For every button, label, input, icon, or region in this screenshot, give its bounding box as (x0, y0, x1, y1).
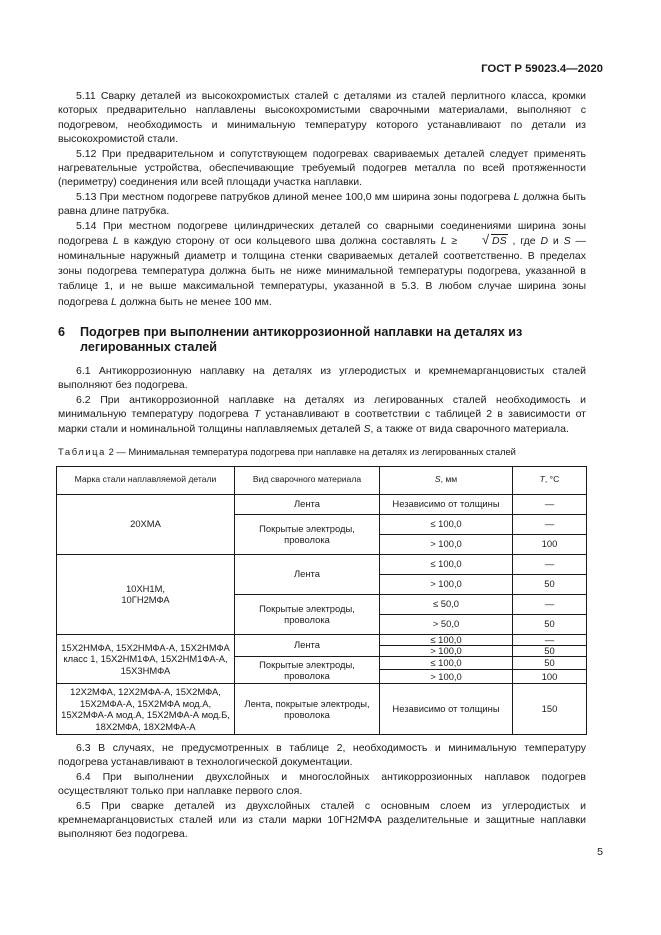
thickness-cell: ≤ 100,0 (380, 634, 513, 645)
text: должна быть не менее 100 мм. (116, 295, 272, 308)
var-T: T (539, 474, 545, 485)
var-S: S (563, 234, 571, 247)
temperature-cell: 50 (513, 656, 587, 670)
caption-text: 2 — Минимальная температура подогрева при наплавке на деталях из легированных сталей (105, 446, 516, 458)
thickness-cell: ≤ 100,0 (380, 514, 513, 534)
table-2 (56, 466, 587, 735)
temperature-cell: — (513, 494, 587, 514)
thickness-cell: > 100,0 (380, 574, 513, 594)
header-temperature (513, 466, 587, 494)
material-cell: Лента, покрытые электроды, проволока (235, 684, 380, 735)
temperature-cell: — (513, 554, 587, 574)
header-material: Вид сварочного материала (235, 466, 380, 494)
grade-line: 10ХН1М, (125, 582, 166, 594)
temperature-cell: — (513, 594, 587, 614)
section-title: Подогрев при выполнении антикоррозионной наплавки на деталях из легированных сталей (80, 324, 523, 355)
text: 6.2 При антикоррозионной наплавке на деталях из легированных сталей необходимость и минимальную температуру подогрева (58, 393, 586, 421)
text: , а также от вида сварочного материала. (370, 422, 569, 435)
material-cell: Лента (235, 634, 380, 656)
grade-line: 10ГН2МФА (121, 594, 170, 605)
text: — номинальные наружный диаметр и толщина стенки свариваемых деталей соответственно. В пределах зоны подогрева температура должна быть не ниже минимальной температуры подогрева, указанной в таблице 1, и не выше максимальной температуры, указанной в 5.3. В любом случае ширина зоны подогрева (58, 234, 586, 308)
geq-symbol: ≥ (446, 234, 463, 247)
table-header-row (57, 466, 587, 494)
header-steel-grade: Марка стали наплавляемой детали (57, 466, 235, 494)
var-D: D (540, 234, 549, 247)
sqrt-expression (464, 231, 508, 249)
temperature-cell: 100 (513, 670, 587, 684)
table-row (57, 494, 587, 514)
page-content (58, 89, 586, 842)
thickness-cell: > 100,0 (380, 645, 513, 656)
material-cell: Лента (235, 554, 380, 594)
clause-5-14 (58, 219, 586, 310)
unit: , мм (440, 474, 458, 485)
text: 5.14 При местном подогреве цилиндрических деталей со сварными соединениями ширина зоны подогрева (58, 219, 586, 247)
section-6-heading (58, 325, 586, 356)
temperature-cell: 50 (513, 645, 587, 656)
var-L: L (513, 190, 520, 203)
thickness-cell: Независимо от толщины (380, 684, 513, 735)
material-cell: Покрытые электроды, проволока (235, 514, 380, 554)
text: в каждую сторону от оси кольцевого шва должна составлять (118, 234, 441, 247)
table-row (57, 634, 587, 645)
clause-6-2 (58, 393, 586, 436)
var-L: L (440, 234, 447, 247)
text: устанавливают в соответствии с таблицей 2 в зависимости от марки стали и номинальной толщины наплавляемых деталей (58, 408, 586, 435)
text: 5.13 При местном подогреве патрубков длиной менее 100,0 мм ширина зоны подогрева (76, 190, 514, 203)
temperature-cell: — (513, 634, 587, 645)
material-cell: Лента (235, 494, 380, 514)
var-L: L (111, 295, 117, 308)
clause-6-1: 6.1 Антикоррозионную наплавку на деталях из углеродистых и кремнемарганцовистых сталей выполняют без подогрева. (58, 365, 586, 392)
thickness-cell: ≤ 100,0 (380, 656, 513, 670)
section-number: 6 (58, 324, 66, 339)
steel-grade-cell: 20ХМА (57, 494, 235, 554)
var-S: S (434, 474, 441, 485)
material-cell: Покрытые электроды, проволока (235, 594, 380, 634)
clause-6-5: 6.5 При сварке деталей из двухслойных сталей с основным слоем из углеродистых и кремнемарганцовистых сталей или из стали марки 10ГН2МФА разделительные и защитные наплавки выполняют без подогрева. (58, 799, 586, 841)
temperature-cell: 100 (513, 534, 587, 554)
clause-5-11: 5.11 Сварку деталей из высокохромистых сталей с деталями из сталей перлитного класса, кромки которых предварительно наплавлены высокохромистыми сварочными материалами, выполняют с подогревом, необходимость и минимальную температуру которого устанавливают по детали из высокохромистой стали. (58, 90, 586, 146)
thickness-cell: > 100,0 (380, 534, 513, 554)
table-row (57, 554, 587, 574)
var-T: T (253, 408, 261, 421)
radical-sign: √ (482, 231, 490, 247)
text: должна быть равна длине патрубка. (58, 190, 587, 218)
unit: , °С (544, 474, 560, 485)
var-S: S (363, 422, 371, 435)
bottom-clauses (58, 741, 586, 842)
temperature-cell: 50 (513, 574, 587, 594)
clause-5-13 (58, 190, 586, 219)
steel-grade-cell: 15Х2НМФА, 15Х2НМФА-А, 15Х2НМФА класс 1, 15Х2НМ1ФА, 15Х2НМ1ФА-А, 15Х3НМФА (57, 634, 235, 684)
radicand: DS (492, 234, 507, 247)
caption-label: Таблица (58, 446, 106, 458)
thickness-cell: Независимо от толщины (380, 494, 513, 514)
temperature-cell: 150 (513, 684, 587, 735)
text: , где (507, 234, 541, 247)
clause-6-3: 6.3 В случаях, не предусмотренных в таблице 2, необходимость и минимальную температуру подогрева устанавливают в технологической документации. (58, 741, 586, 769)
clause-5-12: 5.12 При предварительном и сопутствующем подогревах свариваемых деталей следует применять нагревательные устройства, обеспечивающие требуемый подогрев металла по всей протяженности (периметру) соединения или всей площади участка наплавки. (58, 147, 586, 189)
header-thickness (380, 466, 513, 494)
var-L: L (112, 234, 119, 247)
standard-id: ГОСТ Р 59023.4—2020 (481, 63, 603, 75)
thickness-cell: > 100,0 (380, 670, 513, 684)
material-cell: Покрытые электроды, проволока (235, 656, 380, 684)
page-number: 5 (597, 846, 603, 858)
thickness-cell: > 50,0 (380, 614, 513, 634)
clause-6-4: 6.4 При выполнении двухслойных и многослойных антикоррозионных наплавок подогрев осуществляют только при наплавке первого слоя. (58, 770, 586, 798)
steel-grade-cell: 12Х2МФА, 12Х2МФА-А, 15Х2МФА, 15Х2МФА-А, 15Х2МФА мод.А, 15Х2МФА-А мод.А, 15Х2МФА-А мод.Б, 18Х2МФА, 18Х2МФА-А (57, 684, 235, 735)
thickness-cell: ≤ 50,0 (380, 594, 513, 614)
text: и (548, 234, 564, 247)
thickness-cell: ≤ 100,0 (380, 554, 513, 574)
temperature-cell: — (513, 514, 587, 534)
table-2-caption (58, 445, 586, 459)
steel-grade-cell (57, 554, 235, 634)
temperature-cell: 50 (513, 614, 587, 634)
table-row (57, 684, 587, 735)
